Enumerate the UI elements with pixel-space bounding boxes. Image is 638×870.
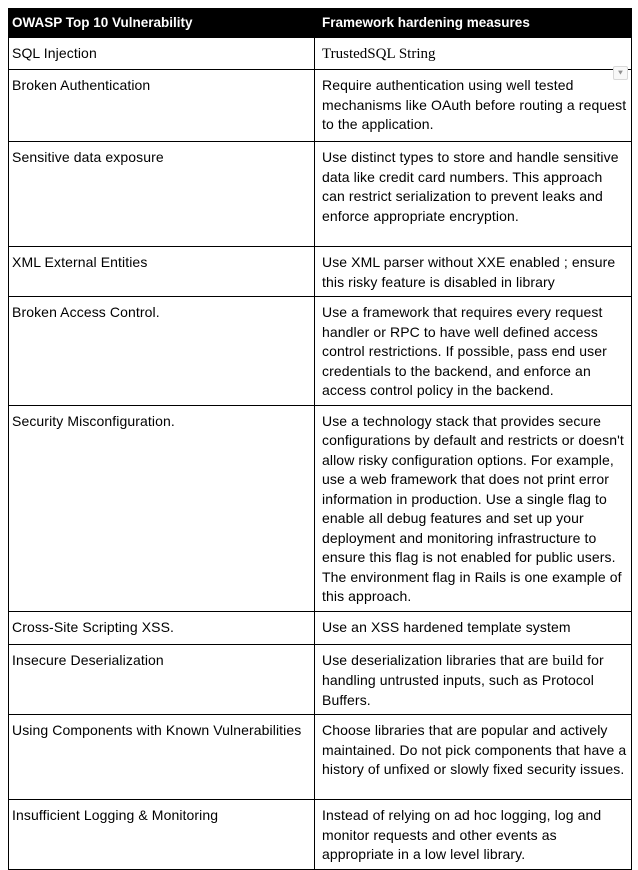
measure-cell bbox=[315, 406, 631, 611]
measure-cell bbox=[315, 70, 631, 141]
measure-text: Choose libraries that are popular and actively maintained. Do not pick components that have a history of unfixed or slowly fixed security issues. bbox=[322, 722, 627, 777]
vulnerability-cell bbox=[9, 612, 315, 644]
table-row bbox=[9, 246, 631, 296]
measure-text: Use a framework that requires every request handler or RPC to have well defined access control restrictions. If possible, pass end user credentials to the backend, and enforce an access control policy in the backend. bbox=[322, 304, 607, 398]
header-vulnerability-column: OWASP Top 10 Vulnerability bbox=[12, 15, 193, 30]
measure-text-serif: build bbox=[552, 652, 584, 669]
vulnerability-cell bbox=[9, 142, 315, 246]
table-row bbox=[9, 644, 631, 715]
measure-text: Use distinct types to store and handle sensitive data like credit card numbers. This approach can restrict serialization to prevent leaks and enforce appropriate encryption. bbox=[322, 149, 619, 224]
scroll-marker-button[interactable] bbox=[613, 66, 628, 80]
measure-text-serif: TrustedSQL String bbox=[322, 46, 436, 62]
vulnerability-label: Security Misconfiguration. bbox=[12, 412, 175, 429]
vulnerability-cell bbox=[9, 70, 315, 141]
measure-text: Use deserialization libraries that are bbox=[322, 651, 553, 668]
table-row bbox=[9, 714, 631, 799]
measure-cell bbox=[315, 800, 631, 869]
measure-cell bbox=[315, 247, 631, 296]
table-row bbox=[9, 799, 631, 869]
header-measures-column: Framework hardening measures bbox=[322, 15, 530, 30]
vulnerability-label: Using Components with Known Vulnerabilities bbox=[12, 722, 302, 738]
vulnerability-label: Cross-Site Scripting XSS. bbox=[12, 618, 174, 635]
table-row bbox=[9, 69, 631, 141]
vulnerability-label: Sensitive data exposure bbox=[12, 149, 164, 165]
table-row bbox=[9, 296, 631, 405]
measure-cell bbox=[315, 645, 631, 715]
table-header-row bbox=[9, 9, 631, 37]
vulnerability-cell bbox=[9, 715, 315, 799]
vulnerability-label: Insecure Deserialization bbox=[12, 651, 164, 668]
measure-text: Use XML parser without XXE enabled ; ensure this risky feature is disabled in library bbox=[322, 254, 616, 290]
table-row bbox=[9, 611, 631, 644]
measure-cell bbox=[315, 38, 631, 69]
measure-text: Use a technology stack that provides secure configurations by default and restricts or doesn't allow risky configuration options. For example, use a web framework that does not print error information in production. Use a single flag to enable all debug features and set up your deployment and monitoring infrastructure to ensure this flag is not enabled for public users. The environment flag in Rails is one example of this approach. bbox=[322, 412, 624, 604]
measure-text: Use an XSS hardened template system bbox=[322, 618, 571, 635]
measure-text: Instead of relying on ad hoc logging, log and monitor requests and other events as appropriate in a low level library. bbox=[322, 807, 602, 862]
measure-cell bbox=[315, 715, 631, 799]
vulnerability-cell bbox=[9, 247, 315, 296]
measure-text: for handling untrusted inputs, such as Protocol Buffers. bbox=[322, 651, 604, 708]
vulnerability-label: Broken Access Control. bbox=[12, 304, 160, 320]
table-row bbox=[9, 141, 631, 246]
measure-cell bbox=[315, 142, 631, 246]
measure-cell bbox=[315, 297, 631, 405]
table-row bbox=[9, 405, 631, 611]
table-row bbox=[9, 37, 631, 69]
vulnerability-cell bbox=[9, 297, 315, 405]
vulnerability-label: SQL Injection bbox=[12, 45, 97, 61]
vulnerability-cell bbox=[9, 800, 315, 869]
vulnerability-label: Insufficient Logging & Monitoring bbox=[12, 807, 219, 823]
vulnerability-label: Broken Authentication bbox=[12, 77, 151, 93]
measure-text: Require authentication using well tested mechanisms like OAuth before routing a request to the application. bbox=[322, 77, 627, 132]
vulnerability-cell bbox=[9, 406, 315, 611]
owasp-hardening-table bbox=[8, 8, 632, 870]
chevron-down-icon: ▼ bbox=[616, 68, 625, 77]
vulnerability-label: XML External Entities bbox=[12, 254, 148, 270]
vulnerability-cell bbox=[9, 645, 315, 715]
measure-cell bbox=[315, 612, 631, 644]
vulnerability-cell bbox=[9, 38, 315, 69]
table-body bbox=[9, 37, 631, 869]
